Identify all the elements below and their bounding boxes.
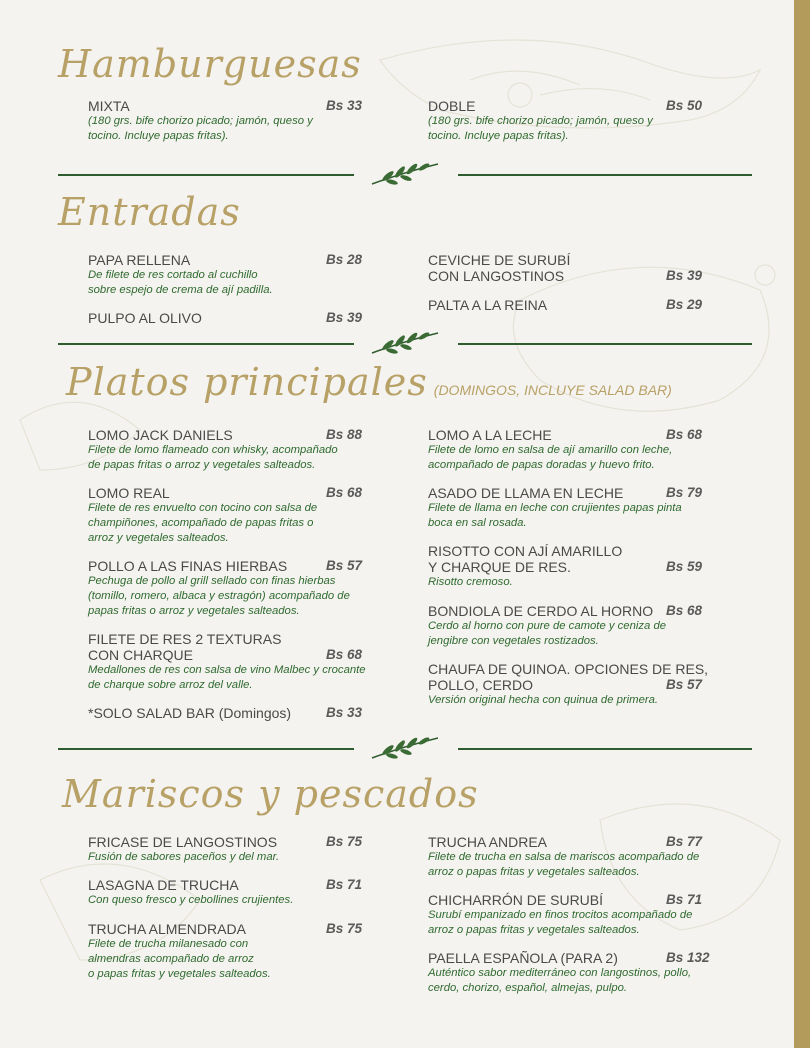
item-description: Filete de trucha en salsa de mariscos acompañado de arroz o papas fritas y vegetales salteados. xyxy=(428,851,700,878)
menu-item-fricase-de-langostinos xyxy=(88,834,363,865)
item-price: Bs 77 xyxy=(666,834,703,849)
item-name: LOMO REAL xyxy=(88,485,170,501)
item-price: Bs 71 xyxy=(326,877,363,892)
divider-line-right xyxy=(458,174,752,176)
menu-item-papa-rellena xyxy=(88,252,363,298)
divider-line-left xyxy=(58,748,354,750)
divider-line-right xyxy=(458,748,752,750)
item-name: FRICASE DE LANGOSTINOS xyxy=(88,834,278,850)
section-title-entradas: Entradas xyxy=(58,190,241,234)
item-description: Auténtico sabor mediterráneo con langostinos, pollo, cerdo, chorizo, español, almejas, pulpo. xyxy=(428,967,692,994)
menu-item-pulpo-al-olivo xyxy=(88,310,363,326)
item-price: Bs 68 xyxy=(326,485,363,500)
olive-branch-icon xyxy=(370,732,440,762)
item-description: Filete de llama en leche con crujientes papas pinta boca en sal rosada. xyxy=(428,502,682,529)
gold-side-bar xyxy=(794,0,810,1048)
item-description: Filete de res envuelto con tocino con salsa de champiñones, acompañado de papas fritas o arroz y vegetales salteados. xyxy=(88,502,318,544)
item-price: Bs 68 xyxy=(666,603,703,618)
item-price: Bs 68 xyxy=(326,647,363,662)
section-title-platos-principales xyxy=(66,360,672,404)
item-price: Bs 68 xyxy=(666,427,703,442)
item-name: FILETE DE RES 2 TEXTURAS CON CHARQUE xyxy=(88,631,282,663)
item-description: Filete de lomo flameado con whisky, acompañado de papas fritas o arroz y vegetales salteados. xyxy=(88,444,338,471)
menu-item-paella-espanola xyxy=(428,950,710,996)
menu-item-pollo-finas-hierbas xyxy=(88,558,363,619)
menu-item-mixta xyxy=(88,98,363,144)
item-price: Bs 59 xyxy=(666,559,703,574)
menu-item-bondiola xyxy=(428,603,703,649)
item-name: ASADO DE LLAMA EN LECHE xyxy=(428,485,624,501)
item-description: (180 grs. bife chorizo picado; jamón, queso y tocino. Incluye papas fritas). xyxy=(88,115,313,142)
menu-item-lomo-a-la-leche xyxy=(428,427,703,473)
item-price: Bs 71 xyxy=(666,892,703,907)
item-price: Bs 88 xyxy=(326,427,363,442)
item-description: Pechuga de pollo al grill sellado con finas hierbas (tomillo, romero, albaca y estragón) acompañado de papas fritas o arroz y vegetales salteados. xyxy=(88,575,350,617)
item-name: PAPA RELLENA xyxy=(88,252,191,268)
item-description: (180 grs. bife chorizo picado; jamón, queso y tocino. Incluye papas fritas). xyxy=(428,115,653,142)
section-title-mariscos-y-pescados: Mariscos y pescados xyxy=(62,772,479,816)
menu-item-risotto xyxy=(428,543,703,590)
menu-item-chicharron-de-surubi xyxy=(428,892,703,938)
item-name: POLLO A LAS FINAS HIERBAS xyxy=(88,558,288,574)
item-price: Bs 57 xyxy=(326,558,363,573)
item-name: LOMO JACK DANIELS xyxy=(88,427,233,443)
divider-line-left xyxy=(58,343,354,345)
menu-item-trucha-andrea xyxy=(428,834,703,880)
item-description: Versión original hecha con quinua de primera. xyxy=(428,694,659,706)
item-name: LASAGNA DE TRUCHA xyxy=(88,877,239,893)
menu-item-lomo-jack-daniels xyxy=(88,427,363,473)
item-name: PAELLA ESPAÑOLA (PARA 2) xyxy=(428,950,618,966)
section-title-hamburguesas: Hamburguesas xyxy=(58,42,362,86)
item-price: Bs 132 xyxy=(666,950,710,965)
item-description: Filete de lomo en salsa de ají amarillo con leche, acompañado de papas doradas y huevo frito. xyxy=(428,444,673,471)
section-title-text: Platos principales xyxy=(66,360,428,404)
menu-item-asado-de-llama xyxy=(428,485,703,531)
item-price: Bs 50 xyxy=(666,98,703,113)
item-description: Cerdo al horno con pure de camote y ceniza de jengibre con vegetales rostizados. xyxy=(428,620,667,647)
item-name: PULPO AL OLIVO xyxy=(88,310,202,326)
olive-branch-icon xyxy=(370,158,440,188)
olive-branch-icon xyxy=(370,327,440,357)
item-description: Risotto cremoso. xyxy=(428,576,513,588)
menu-item-chaufa-de-quinoa xyxy=(428,661,718,708)
item-description: Medallones de res con salsa de vino Malbec y crocante de charque sobre arroz del valle. xyxy=(88,664,366,691)
menu-item-ceviche-de-surubi xyxy=(428,252,703,284)
item-description: Con queso fresco y cebollines crujientes. xyxy=(88,894,294,906)
item-price: Bs 39 xyxy=(666,268,703,283)
menu-item-trucha-almendrada xyxy=(88,921,363,982)
item-name: TRUCHA ALMENDRADA xyxy=(88,921,246,937)
menu-item-palta-a-la-reina xyxy=(428,297,703,313)
item-name: LOMO A LA LECHE xyxy=(428,427,552,443)
menu-item-lasagna-de-trucha xyxy=(88,877,363,908)
item-price: Bs 29 xyxy=(666,297,703,312)
menu-item-lomo-real xyxy=(88,485,363,546)
item-name: BONDIOLA DE CERDO AL HORNO xyxy=(428,603,654,619)
item-name: PALTA A LA REINA xyxy=(428,297,548,313)
item-price: Bs 79 xyxy=(666,485,703,500)
item-price: Bs 39 xyxy=(326,310,363,325)
menu-item-doble xyxy=(428,98,703,144)
item-description: Surubí empanizado en finos trocitos acompañado de arroz o papas fritas y vegetales salteados. xyxy=(428,909,693,936)
item-price: Bs 33 xyxy=(326,98,363,113)
item-price: Bs 75 xyxy=(326,921,363,936)
section-subtitle: (DOMINGOS, INCLUYE SALAD BAR) xyxy=(433,382,672,398)
item-price: Bs 75 xyxy=(326,834,363,849)
item-name: DOBLE xyxy=(428,98,476,114)
item-name: TRUCHA ANDREA xyxy=(428,834,548,850)
item-name: CHICHARRÓN DE SURUBÍ xyxy=(428,892,604,908)
item-description: Filete de trucha milanesado con almendras acompañado de arroz o papas fritas y vegetales salteados. xyxy=(88,938,271,980)
item-price: Bs 33 xyxy=(326,705,363,720)
divider-line-right xyxy=(458,343,752,345)
menu-item-filete-de-res-2-texturas xyxy=(88,631,366,693)
item-name: *SOLO SALAD BAR (Domingos) xyxy=(88,705,292,721)
item-name: CHAUFA DE QUINOA. OPCIONES DE RES, POLLO, CERDO xyxy=(428,661,709,693)
item-name: MIXTA xyxy=(88,98,130,114)
divider-line-left xyxy=(58,174,354,176)
item-price: Bs 57 xyxy=(666,677,703,692)
item-description: Fusión de sabores paceños y del mar. xyxy=(88,851,280,863)
item-description: De filete de res cortado al cuchillo sobre espejo de crema de ají padilla. xyxy=(88,269,273,296)
item-price: Bs 28 xyxy=(326,252,363,267)
menu-item-solo-salad-bar xyxy=(88,705,363,721)
item-name: RISOTTO CON AJÍ AMARILLO Y CHARQUE DE RES. xyxy=(428,543,623,575)
item-name: CEVICHE DE SURUBÍ CON LANGOSTINOS xyxy=(428,252,571,284)
